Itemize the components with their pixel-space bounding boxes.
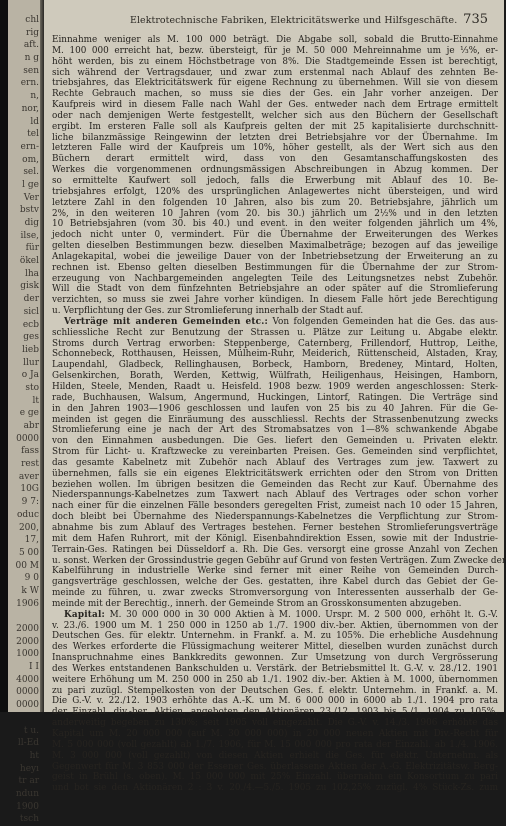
text-line [52,78,498,89]
line-text: Strom für Licht- u. Kraftzwecke zu vereinbarten Preisen. Ges. Gemeinden sind verpflichtet, [52,447,498,458]
text-line [52,675,498,686]
text-line [52,686,498,697]
text-line [52,317,498,328]
line-text: weitere Erhöhung um M. 250 000 in 250 ab 1./1. 1902 div.-ber. Aktien à M. 1000, übernommen [52,674,498,685]
line-text: Laupendahl, Gladbeck, Rellinghausen, Borbeck, Hamborn, Bredeney, Mintard, Holten, [52,360,498,371]
line-text: nach einer für die einzelnen Fälle besonders geregelten Frist, zumeist nach 10 oder 15 Jahren, [52,501,498,512]
text-line [52,230,498,241]
text-line [52,111,498,122]
line-text: schliessliche Recht zur Benutzung der Strassen u. Plätze zur Leitung u. Abgabe elektr. [52,327,498,338]
line-text: mit dem Hafen Ruhrort, mit der Königl. Eisenbahndirektion Essen, sowie mit der Industrie- [52,533,498,544]
line-text: Kabelführung in industrielle Werke sind ferner mit einer Reihe von Gemeinden Durch- [52,566,498,577]
previous-page-line: n, [30,91,39,102]
text-line [52,772,498,783]
previous-page-line: tsch [19,814,39,825]
text-line [52,642,498,653]
text-line [52,187,498,198]
line-text: von den Einnahmen ausbedungen. Die Ges. liefert den Gemeinden u. Privaten elektr. [52,436,498,447]
line-text: meinde zu führen, u. zwar zwecks Stromversorgung von Interessenten ausserhalb der Ge- [52,588,498,599]
previous-page-line: rig [26,27,39,38]
text-line [52,328,498,339]
line-text: Büchern derart ermittelt wird, dass von den Gesamtanschaffungskosten des [52,154,498,165]
previous-page-line: abr [23,421,39,431]
book-page [44,0,506,794]
line-text: triebsjahres, das Elektricitätswerk für eigene Rechnung zu übernehmen. Will sie von diesem [52,78,498,89]
line-text: Kapital um M. 20 000 000 (auf M. 30 000 000) in 20 000 neuen Aktien mit Div.-Recht für [52,729,498,739]
text-line [52,371,498,382]
previous-page-line: lt [32,395,39,406]
text-line [52,783,498,794]
text-line [52,653,498,664]
line-text: Kaufpreis wird in diesem Falle nach Wahl der Ges. entweder nach dem Ertrage ermittelt [52,100,498,111]
line-text: zu pari zuzügl. Stempelkosten von der Deutschen Ges. f. elektr. Unternehm. in Frankf. a. M. [52,685,498,696]
previous-page-line: sen [23,65,39,76]
text-line [52,349,498,360]
line-text: Stroms durch Vertrag erworben: Steppenberge, Caternberg, Frillendorf, Huttrop, Leithe, [52,338,498,349]
text-line [52,447,498,458]
previous-page-line: 1906 [16,598,39,609]
previous-page-line: tel [27,129,39,140]
previous-page-line: ern. [20,78,39,89]
line-text: gelten dieselben Bestimmungen bezw. dieselben Maximalbeträge; bezogen auf das jeweilige [52,241,498,252]
running-header [76,12,494,26]
previous-page-line: 5 00 [18,547,39,558]
line-text: letzteren Falle wird der Kaufpreis um 10%, höher gestellt, als der Wert sich aus den [52,143,498,154]
text-line [52,274,498,285]
text-line [52,729,498,740]
line-text: Hilden, Steele, Menden, Raadt u. Heisfeld. 1908 bezw. 1909 werden angeschlossen: Sterk- [52,382,498,392]
text-line [52,165,498,176]
previous-page-line: gisk [20,281,39,292]
previous-page-line: aver [18,471,39,482]
line-text: beziehen wollen. Im übrigen besitzen die Gemeinden das Recht zur Kauf. Übernahme des [52,479,498,490]
text-line [52,89,498,100]
line-text: Anlagekapital, wobei die jeweilige Dauer von der Inbetriebsetzung der Erweiterung an zu [52,251,498,262]
line-text: Gelsenkirchen, Borath, Werden, Kettwig, Wülfrath, Heiligenhaus, Heisingen, Hamborn, [52,371,498,382]
line-text: Gegenwert für M. 3 853 000 der Essener Ges. überlassene Aktien der A.-G. Elektrizitätsw. Berg- [52,761,498,772]
previous-page-line: fass [21,446,39,457]
line-text: der Einzahl. div.-ber. Aktien, angeboten den Aktionären 23./12. 1903 bis 5./1. 1904 zu 105%, [52,707,498,718]
previous-page-line: 2000 [16,624,39,634]
previous-page-line: t u. [23,725,39,736]
previous-page-edge [8,0,42,825]
text-line [52,133,498,144]
text-line [52,631,498,642]
text-line [52,425,498,436]
text-line [52,707,498,718]
previous-page-line: 0000 [16,700,39,711]
line-text: erzeugung von Nachbargemeinden angelegten Teile des Leitungsnetzes nebst Zubehör. [52,273,498,284]
page-number: 735 [463,12,488,27]
line-text: Die G.-V. v. 22./12. 1903 erhöhte das A.-K. um M. 6 000 000 in 6000 ab 1./1. 1904 pro rata [52,696,498,707]
previous-page-line: ern- [20,141,39,152]
previous-page-line: o Ja [21,370,39,381]
previous-page-line: 2000 [16,636,39,647]
previous-page-line: der [23,294,39,305]
text-line [52,588,498,599]
text-line [52,512,498,523]
previous-page-fragments [8,0,42,826]
line-text: meinden ist gegen die Einräumung des ausschliessl. Rechts der Strassenbenutzung zwecks [52,414,498,425]
line-text: gangsverträge geschlossen, welche der Ges. gestatten, ihre Kabel durch das Gebiet der Ge- [52,577,498,588]
previous-page-line: lha [24,268,39,279]
text-line [52,458,498,469]
text-line [52,154,498,165]
text-line [52,555,506,567]
line-text: abnahme bis zum Ablauf des Vertrages bestehen. Ferner bestehen Stromlieferungsverträge [52,522,498,533]
text-line [52,122,498,133]
previous-page-line: 9 0 [24,573,39,584]
line-text: anderweitig begeben zu 130%; seit 1905 voll eingezahlt. Die G.-V. v. 14./3. 1906 erhöhte das [52,718,498,729]
text-line [52,501,498,512]
previous-page-line: heyı [19,763,39,774]
text-line [52,209,498,220]
text-line [52,339,498,350]
text-line [52,176,498,187]
line-text: u. Verpflichtung der Ges. zur Stromlieferung innerhalb der Stadt auf. [52,306,364,317]
previous-page-line: ilse, [20,230,39,241]
text-line [52,480,498,491]
line-text: höht werden, bis zu einem Höchstbetrage von 8%. Die Stadtgemeinde Essen ist berechtigt, [52,56,498,67]
line-text: und bot sie den Aktionären 2 : 3 v. 20./4.—5./5. 1905 zu 102,25% zuzügl. 4% Stück-Zs. zum [52,783,498,794]
text-line [52,740,498,751]
line-text: Deutschen Ges. für elektr. Unternehm. in Frankf. a. M. zu 105%. Die erhebliche Ausdehnung [52,631,498,642]
previous-page-line: llur [23,357,39,368]
previous-page-line: 00 M [15,560,39,571]
text-line [52,143,498,154]
line-text: Inanspruchnahme eines Bankkredits gewonnen. Zur Umsetzung von durch Vergrösserung [52,653,498,664]
page-body-text [52,35,506,794]
text-line [52,523,498,534]
text-line [52,219,498,230]
text-line [52,696,498,707]
previous-page-line: 1000 [16,649,39,660]
line-text: 2%, in den weiteren 10 Jahren (vom 20. bis 30.) jährlich um 2½% und in den letzten [52,208,498,219]
text-line [52,577,498,588]
line-text: übernehmen, falls sie ein eigenes Elektricitätswerk errichten oder den Strom von Dritten [52,468,498,479]
line-text: verzichten, so muss sie zwei Jahre vorher kündigen. In diesem Falle hört jede Berechtigung [52,295,498,306]
running-header-title: Elektrotechnische Fabriken, Elektricitätswerke und Hilfsgeschäfte. [130,15,458,26]
previous-page-line: 0000 [16,433,39,444]
previous-page-line: sto [25,382,39,393]
previous-page-line: 1900 [16,801,39,812]
previous-page-line: e ge [19,408,39,419]
previous-page-line: rest [21,459,39,470]
line-text: M. 3 000 000 (voll gezahlt) von diesen Aktien erhielt die Ges. für elektr. Unternehm. als [52,750,498,761]
text-line [52,306,498,317]
line-text: ergibt. Im ersteren Falle soll als Kaufpreis gelten der mit 25 kapitalisierte durchschnitt- [52,121,498,132]
previous-page-line: bstv [19,205,39,216]
previous-page-line: ht [29,750,39,761]
previous-page-line: sel. [23,167,39,178]
previous-page-line: l ge [22,179,39,190]
line-text: Rechte Gebrauch machen, so muss sie dies der Ges. ein Jahr vorher anzeigen. Der [52,89,498,100]
previous-page-line: für [25,243,39,254]
previous-page-line: ndun [15,788,39,799]
text-line [52,664,498,675]
text-line [52,100,498,111]
text-line [52,241,498,252]
text-line [52,252,498,263]
previous-page-line: chl [25,15,39,25]
text-line [52,404,498,415]
previous-page-line: 10G [20,484,39,495]
line-text: so ermittelte Kaufwert soll jedoch, falls die Erwerbung mit Ablauf des 10. Be- [52,175,498,186]
previous-page-line: 17, [24,535,39,546]
line-text: M. 30 000 000 in 30 000 Aktien à M. 1000. Urspr. M. 2 500 000, erhöht lt. G.-V. [105,609,498,620]
line-text: das gesamte Kabelnetz mit Zubehör nach Ablauf des Vertrages zum jew. Taxwert zu [52,457,498,468]
previous-page-line: ecb [22,319,39,330]
text-line [52,46,498,57]
line-text: doch bleibt bei Übernahme des Niederspannungs-Kabelnetzes die Verpflichtung zur Strom- [52,512,498,523]
previous-page-line: ld [30,116,39,127]
text-line [52,360,498,371]
line-text: u. sonst. Werken der Grossindustrie gegen Gebühr auf Grund von festen Verträgen. Zum Zwecke der [52,555,506,566]
line-text: liche bilanzmässige Reingewinn der letzten drei Betriebsjahre vor der Übernahme. Im [52,132,498,143]
section-heading: Kapital: [64,609,105,620]
previous-page-line: 200, [18,522,39,533]
text-line [52,393,498,404]
line-text: jedoch nicht unter 0, vermindert. Für die Übernahme der Erweiterungen des Werkes [52,230,498,241]
text-line [52,621,498,632]
line-text: Terrain-Ges. Ratingen bei Düsseldorf a. Rh. Die Ges. versorgt eine grosse Anzahl von Zechen [52,544,498,555]
previous-page-line: 9 7: [21,497,39,508]
section-heading: Verträge mit anderen Gemeinden etc.: [64,316,268,327]
previous-page-line: 4000 [16,674,39,685]
previous-page-line: ges [23,332,39,343]
line-text: Stromlieferung eine je nach der Art des Stromabsatzes von 1—8% schwankende Abgabe [52,425,498,436]
text-line [52,382,498,393]
text-line [52,599,498,610]
scanner-gutter [0,0,8,712]
previous-page-line: aft. [23,40,39,51]
previous-page-line: n g [24,53,39,64]
line-text: Einnahme weniger als M. 100 000 beträgt. Die Abgabe soll, sobald die Brutto-Einnahme [52,35,498,45]
line-text: geist in Brühl (s. oben). M. 15 000 000 mit 25% Einzahl. übernahm ein Konsortium zu pari [52,772,498,783]
line-text: Will die Stadt von dem fünfzehnten Betriebsjahre an oder später auf die Stromlieferung [52,284,498,295]
previous-page-line: ökel [19,256,39,267]
line-text: Schonnebeck, Rotthausen, Heissen, Mülheim-Ruhr, Meiderich, Rüttenscheid, Alstaden, Kray, [52,349,498,360]
previous-page-line: I I [29,662,39,673]
text-line [52,284,498,295]
text-line [52,436,498,447]
text-line [52,566,498,577]
previous-page-line: ll-Ed [17,738,39,749]
line-text: v. 23./6. 1900 um M. 1 250 000 in 1250 ab 1./7. 1900 div.-ber. Aktien, übernommen von der [52,620,498,631]
text-line [52,263,498,274]
previous-page-line: k W [21,585,39,596]
text-line [52,35,498,46]
line-text: rechnen ist. Ebenso gelten dieselben Bestimmungen für die Übernahme der zur Strom- [52,262,498,273]
line-text: oder nach demjenigen Werte festgestellt, welcher sich aus den Büchern der Gesellschaft [52,110,498,121]
text-line [52,415,498,426]
previous-page-line: nor, [21,103,39,114]
previous-page-line: dig [24,218,39,228]
line-text: M. 5 000 000 (voll gezahlt) ab 1./7. 1906, für M. 15 000 000 pro rata der Einzahl. ab 1./4. 1906. [52,739,498,750]
text-line [52,57,498,68]
previous-page-line: oduc [16,509,39,520]
text-line [52,610,498,621]
line-text: 10 Betriebsjahren (vom 30. bis 40.) und event. in den weiter folgenden jährlich um 4%, [52,219,498,230]
text-line [52,718,498,729]
previous-page-line: Ver [23,192,39,203]
text-line [52,295,498,306]
text-line [52,751,498,762]
text-line [52,469,498,480]
previous-page-line: sicl [23,306,39,317]
line-text: des Werkes entstandenen Bankschulden u. Verstärk. der Betriebsmittel lt. G.-V. v. 28./12. 1901 [52,663,498,674]
text-line [52,68,498,79]
line-text: Von folgenden Gemeinden hat die Ges. das aus- [267,316,498,327]
line-text: letztere Zahl in den folgenden 10 Jahren, also bis zum 20. Betriebsjahre, jährlich um [52,197,498,208]
line-text: M. 100 000 erreicht hat, bezw. übersteigt, für je M. 50 000 Mehreinnahme um je ⅓%, er- [52,45,498,56]
line-text: rade, Buchhausen, Walsum, Angermund, Huckingen, Lintorf, Ratingen. Die Verträge sind [52,392,498,403]
previous-page-line [8,610,42,623]
line-text: triebsjahres erfolgt, 120% des ursprünglichen Anlagewertes nicht übersteigen, und wird [52,186,498,197]
line-text: Werkes die vorgenommenen ordnungsmässigen Abschreibungen in Abzug kommen. Der [52,165,498,176]
line-text: meinde mit der Berechtig., innerh. der Gemeinde Strom an Grosskonsumenten abzugeben. [52,598,462,609]
text-line [52,490,498,501]
line-text: Niederspannungs-Kabelnetzes zum Taxwert nach Ablauf des Vertrages oder schon vorher [52,490,498,501]
text-line [52,534,498,545]
text-line [52,198,498,209]
previous-page-line: lieb [22,344,39,355]
previous-page-line: tr ar [18,776,39,787]
previous-page-line [8,712,42,725]
previous-page-line: 0000 [16,687,39,698]
text-line [52,762,498,773]
line-text: des Werkes erforderte die Flüssigmachung weiterer Mittel, dieselben wurden zunächst durch [52,642,498,653]
line-text: sich während der Vertragsdauer, und zwar zum erstenmal nach Ablauf des zehnten Be- [52,67,498,78]
text-line [52,545,498,556]
previous-page-line: om, [22,154,39,165]
line-text: in den Jahren 1903—1906 geschlossen und laufen von 25 bis zu 40 Jahren. Für die Ge- [52,403,498,414]
